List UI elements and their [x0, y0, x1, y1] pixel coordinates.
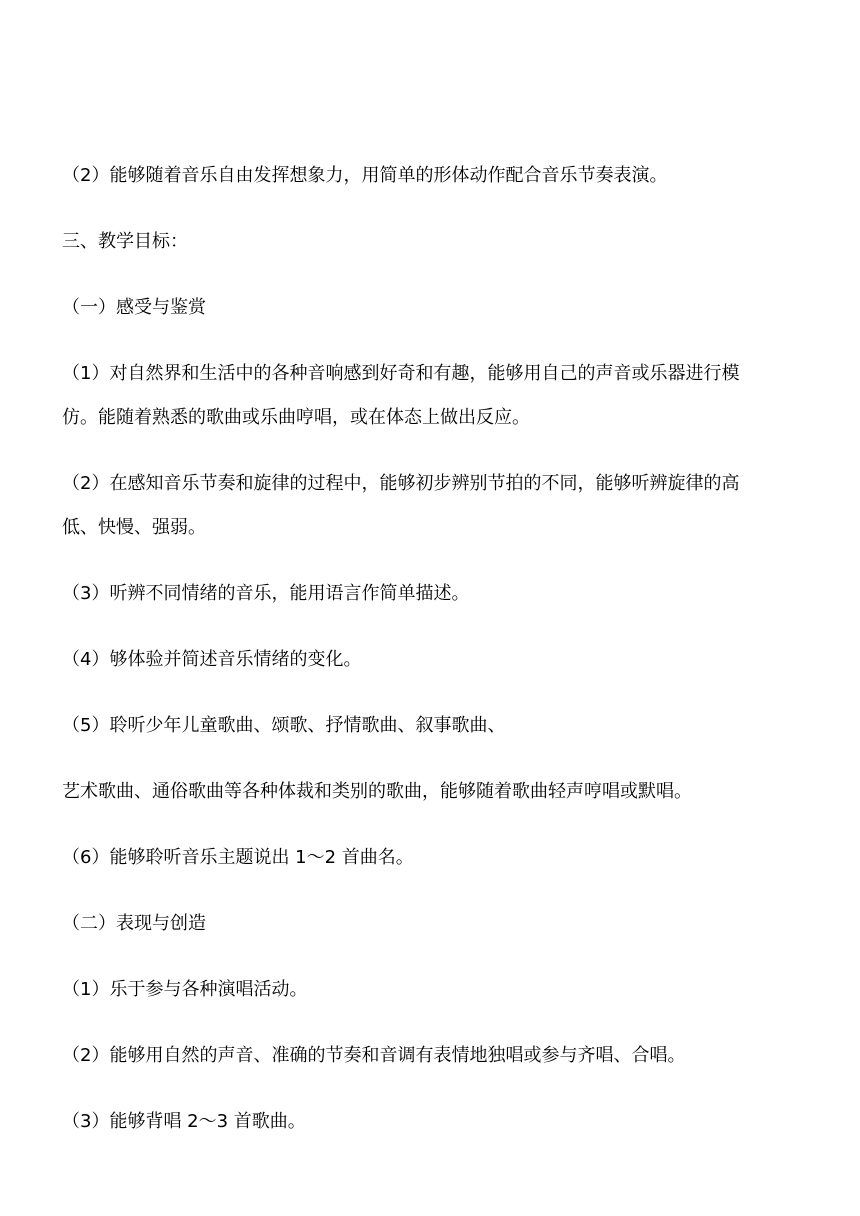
- paragraph-line: （6）能够聆听音乐主题说出 1～2 首曲名。: [62, 847, 414, 868]
- paragraph-line: （1）乐于参与各种演唱活动。: [62, 979, 308, 1000]
- subsection-heading: （一）感受与鉴赏: [62, 297, 206, 318]
- subsection-heading: （二）表现与创造: [62, 913, 206, 934]
- paragraph-line: 艺术歌曲、通俗歌曲等各种体裁和类别的歌曲，能够随着歌曲轻声哼唱或默唱。: [62, 781, 692, 802]
- paragraph-line: （3）听辨不同情绪的音乐，能用语言作简单描述。: [62, 583, 470, 604]
- paragraph-line: （2）在感知音乐节奏和旋律的过程中，能够初步辨别节拍的不同，能够听辨旋律的高: [62, 473, 740, 494]
- paragraph-line: （5）聆听少年儿童歌曲、颂歌、抒情歌曲、叙事歌曲、: [62, 715, 506, 736]
- paragraph-line: （4）够体验并简述音乐情绪的变化。: [62, 649, 362, 670]
- paragraph-line: （1）对自然界和生活中的各种音响感到好奇和有趣，能够用自己的声音或乐器进行模: [62, 363, 740, 384]
- paragraph-line: （2）能够用自然的声音、准确的节奏和音调有表情地独唱或参与齐唱、合唱。: [62, 1045, 686, 1066]
- paragraph-line: 低、快慢、强弱。: [62, 517, 206, 538]
- section-heading: 三、教学目标：: [62, 231, 188, 252]
- paragraph-line: （3）能够背唱 2～3 首歌曲。: [62, 1111, 306, 1132]
- paragraph-line: （2）能够随着音乐自由发挥想象力，用简单的形体动作配合音乐节奏表演。: [62, 165, 668, 186]
- paragraph-line: 仿。能随着熟悉的歌曲或乐曲哼唱，或在体态上做出反应。: [62, 407, 530, 428]
